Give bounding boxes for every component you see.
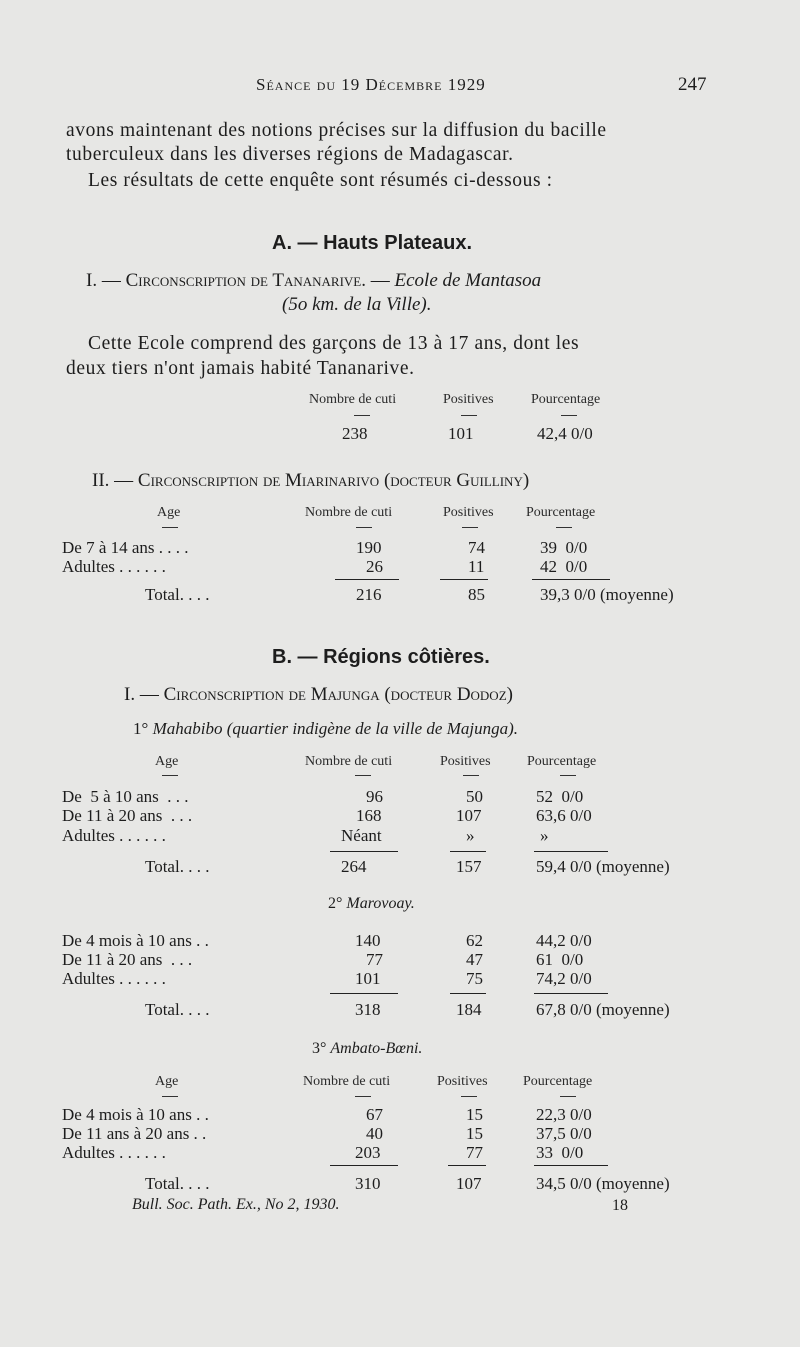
t2-row-label: De 7 à 14 ans . . . . <box>62 538 189 557</box>
intro-line-2: tuberculeux dans les diverses régions de Madagascar. <box>66 144 514 165</box>
t3-row-cuti: Néant <box>341 826 382 845</box>
section-b-title: B. — Régions côtières. <box>272 646 490 668</box>
t5-header-cuti: Nombre de cuti <box>303 1074 391 1089</box>
t5-header-pos: Positives <box>437 1074 488 1089</box>
footer-journal: Bull. Soc. Path. Ex., No 2, 1930. <box>132 1196 340 1213</box>
section-b-sub1-title: I. — Circonscription de Majunga (docteur Dodoz) <box>124 684 513 705</box>
intro-line-1: avons maintenant des notions précises sur la diffusion du bacille <box>66 120 607 141</box>
marovoay-heading <box>328 895 415 913</box>
t1-dash <box>354 415 370 416</box>
t4-row-pct: 74,2 0/0 <box>536 969 592 988</box>
t4-total-label: Total. . . . <box>145 1000 210 1019</box>
t5-row-label: De 11 ans à 20 ans . . <box>62 1124 207 1143</box>
t5-row-pos: 15 <box>466 1105 483 1124</box>
t3-row-pos: » <box>466 826 475 845</box>
mahabibo-num: 1° <box>133 719 149 738</box>
t3-dash <box>355 775 371 776</box>
t4-row-pos: 75 <box>466 969 483 988</box>
t5-total-cuti: 310 <box>355 1174 381 1193</box>
t3-header-age: Age <box>155 754 179 769</box>
section-a-desc-1: Cette Ecole comprend des garçons de 13 à 17 ans, dont les <box>88 333 580 354</box>
t5-row-pct: 22,3 0/0 <box>536 1105 592 1124</box>
t4-row-cuti: 101 <box>355 969 381 988</box>
t5-dash <box>355 1096 371 1097</box>
sub1-italic: Ecole de Mantasoa <box>394 270 542 291</box>
t3-row-pos: 107 <box>456 806 482 825</box>
section-a-sub1 <box>86 270 541 292</box>
mahabibo-title: Mahabibo (quartier indigène de la ville de Majunga). <box>152 719 518 738</box>
mahabibo-heading <box>133 719 518 739</box>
t2-row-label: Adultes . . . . . . <box>62 557 166 576</box>
t5-row-cuti: 203 <box>355 1143 381 1162</box>
t3-row-cuti: 96 <box>366 787 383 806</box>
t2-total-rule <box>335 579 399 580</box>
t5-row-label: De 4 mois à 10 ans . . <box>62 1105 209 1124</box>
t2-header-age: Age <box>157 505 181 520</box>
t3-total-rule <box>534 851 608 852</box>
t5-row-pos: 15 <box>466 1124 483 1143</box>
t3-row-label: De 11 à 20 ans . . . <box>62 806 193 825</box>
t3-row-cuti: 168 <box>356 806 382 825</box>
t5-total-rule <box>534 1165 608 1166</box>
t4-row-label: De 11 à 20 ans . . . <box>62 950 193 969</box>
t5-dash <box>461 1096 477 1097</box>
t3-total-label: Total. . . . <box>145 857 210 876</box>
t5-dash <box>162 1096 178 1097</box>
t2-dash <box>462 527 478 528</box>
t3-row-label: Adultes . . . . . . <box>62 826 166 845</box>
t2-total-rule <box>532 579 610 580</box>
t1-dash <box>561 415 577 416</box>
footer-signature: 18 <box>612 1197 628 1214</box>
t4-row-pos: 47 <box>466 950 483 969</box>
intro-line-3: Les résultats de cette enquête sont résumés ci-dessous : <box>88 170 553 191</box>
section-a-title: A. — Hauts Plateaux. <box>272 232 473 254</box>
t5-total-rule <box>448 1165 486 1166</box>
t3-dash <box>463 775 479 776</box>
t4-total-rule <box>450 993 486 994</box>
section-a-sub1-line2: (5o km. de la Ville). <box>282 294 432 315</box>
sub1-roman: I. — Circonscription de Tananarive. — <box>86 270 390 291</box>
t2-row-pct: 39 0/0 <box>540 538 588 557</box>
t4-total-rule <box>330 993 398 994</box>
t3-total-pos: 157 <box>456 857 482 876</box>
t4-total-pos: 184 <box>456 1000 482 1019</box>
running-header: Séance du 19 Décembre 1929 <box>256 75 486 94</box>
t5-row-label: Adultes . . . . . . <box>62 1143 166 1162</box>
t3-total-rule <box>330 851 398 852</box>
t5-header-pct: Pourcentage <box>523 1074 593 1089</box>
section-a-sub2-title: II. — Circonscription de Miarinarivo (docteur Guilliny) <box>92 470 530 491</box>
t5-dash <box>560 1096 576 1097</box>
t3-row-pct: 52 0/0 <box>536 787 584 806</box>
t2-total-pos: 85 <box>468 585 485 604</box>
t2-total-pct: 39,3 0/0 (moyenne) <box>540 585 674 604</box>
t2-row-cuti: 190 <box>356 538 382 557</box>
t2-header-cuti: Nombre de cuti <box>305 505 393 520</box>
t3-total-cuti: 264 <box>341 857 367 876</box>
t2-row-pct: 42 0/0 <box>540 557 588 576</box>
page-number: 247 <box>678 74 707 95</box>
t3-dash <box>162 775 178 776</box>
t3-header-pct: Pourcentage <box>527 754 597 769</box>
t2-total-rule <box>440 579 488 580</box>
marovoay-title: Marovoay. <box>346 895 415 912</box>
t4-row-cuti: 77 <box>366 950 383 969</box>
t4-row-label: Adultes . . . . . . <box>62 969 166 988</box>
t5-total-rule <box>330 1165 398 1166</box>
t4-row-pct: 44,2 0/0 <box>536 931 592 950</box>
t5-row-cuti: 40 <box>366 1124 383 1143</box>
t3-total-rule <box>450 851 486 852</box>
t2-dash <box>356 527 372 528</box>
t1-header-cuti: Nombre de cuti <box>309 392 397 407</box>
ambato-title: Ambato-Bœni. <box>330 1040 423 1057</box>
t3-row-label: De 5 à 10 ans . . . <box>62 787 189 806</box>
t5-row-pct: 33 0/0 <box>536 1143 584 1162</box>
t3-row-pos: 50 <box>466 787 483 806</box>
t1-header-pos: Positives <box>443 392 494 407</box>
t5-row-cuti: 67 <box>366 1105 383 1124</box>
t1-cuti: 238 <box>342 424 368 443</box>
t2-row-pos: 11 <box>468 557 485 576</box>
marovoay-num: 2° <box>328 895 343 912</box>
t2-row-cuti: 26 <box>366 557 383 576</box>
t4-row-pct: 61 0/0 <box>536 950 584 969</box>
t5-total-pct: 34,5 0/0 (moyenne) <box>536 1174 670 1193</box>
t3-row-pct: 63,6 0/0 <box>536 806 592 825</box>
t2-dash <box>162 527 178 528</box>
t5-row-pos: 77 <box>466 1143 483 1162</box>
t5-total-label: Total. . . . <box>145 1174 210 1193</box>
t4-row-label: De 4 mois à 10 ans . . <box>62 931 209 950</box>
t1-pct: 42,4 0/0 <box>537 424 593 443</box>
t4-row-pos: 62 <box>466 931 483 950</box>
t4-total-rule <box>534 993 608 994</box>
t3-header-cuti: Nombre de cuti <box>305 754 393 769</box>
t2-header-pos: Positives <box>443 505 494 520</box>
t4-total-cuti: 318 <box>355 1000 381 1019</box>
t4-total-pct: 67,8 0/0 (moyenne) <box>536 1000 670 1019</box>
t5-total-pos: 107 <box>456 1174 482 1193</box>
t4-row-cuti: 140 <box>355 931 381 950</box>
t1-pos: 101 <box>448 424 474 443</box>
t5-header-age: Age <box>155 1074 179 1089</box>
t3-total-pct: 59,4 0/0 (moyenne) <box>536 857 670 876</box>
t1-header-pct: Pourcentage <box>531 392 601 407</box>
ambato-heading <box>312 1040 422 1058</box>
ambato-num: 3° <box>312 1040 327 1057</box>
section-a-desc-2: deux tiers n'ont jamais habité Tananarive. <box>66 358 415 379</box>
t2-total-label: Total. . . . <box>145 585 210 604</box>
t2-row-pos: 74 <box>468 538 485 557</box>
t3-row-pct: » <box>540 826 549 845</box>
t1-dash <box>461 415 477 416</box>
t2-header-pct: Pourcentage <box>526 505 596 520</box>
t2-dash <box>556 527 572 528</box>
t2-total-cuti: 216 <box>356 585 382 604</box>
t3-dash <box>560 775 576 776</box>
t3-header-pos: Positives <box>440 754 491 769</box>
t5-row-pct: 37,5 0/0 <box>536 1124 592 1143</box>
